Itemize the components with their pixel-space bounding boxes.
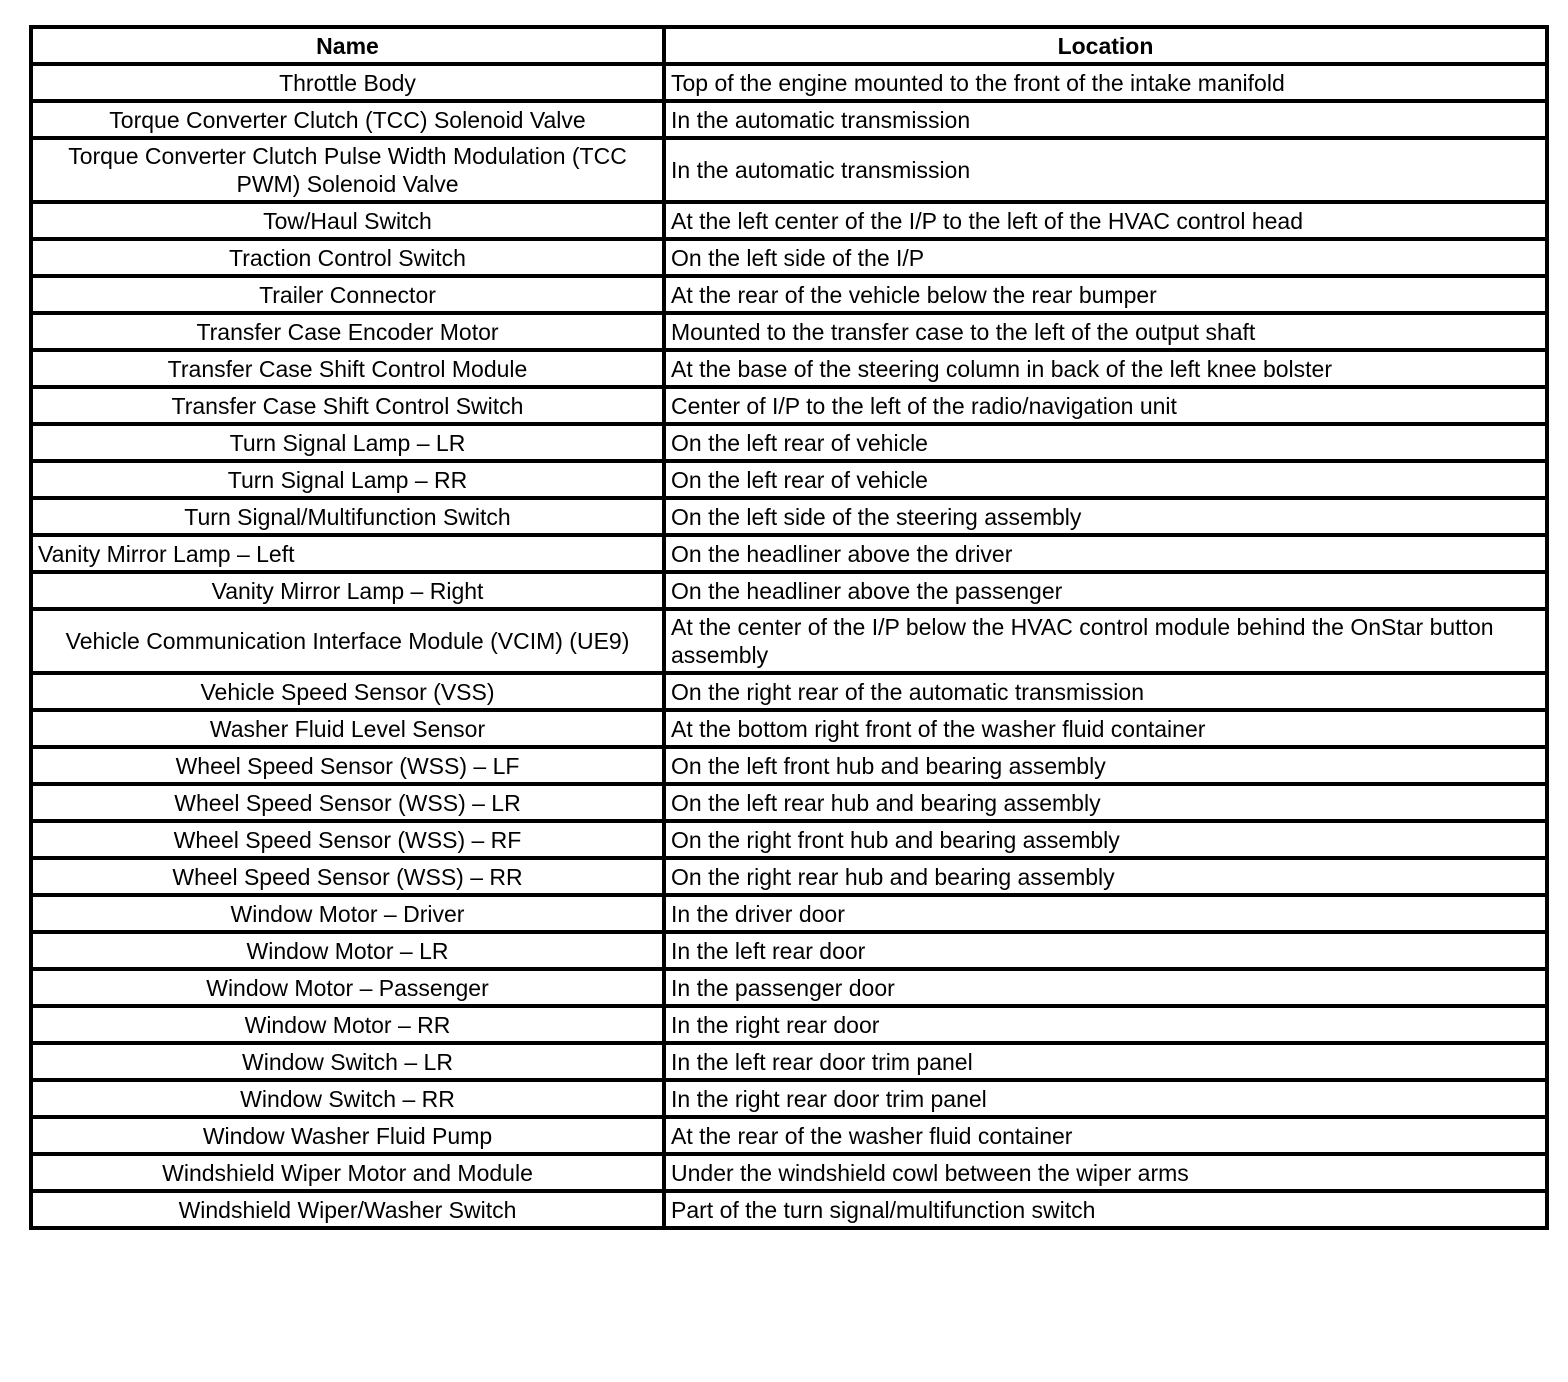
- cell-name: Wheel Speed Sensor (WSS) – RF: [31, 821, 664, 858]
- cell-name: Vehicle Communication Interface Module (VCIM) (UE9): [31, 609, 664, 673]
- column-header-name: Name: [31, 27, 664, 64]
- cell-location: On the left rear of vehicle: [664, 461, 1547, 498]
- cell-location: At the center of the I/P below the HVAC control module behind the OnStar button assembly: [664, 609, 1547, 673]
- cell-name: Wheel Speed Sensor (WSS) – LF: [31, 747, 664, 784]
- table-row: [31, 276, 1547, 313]
- table-row: [31, 821, 1547, 858]
- cell-location: At the bottom right front of the washer fluid container: [664, 710, 1547, 747]
- table-row: [31, 784, 1547, 821]
- cell-location: On the headliner above the driver: [664, 535, 1547, 572]
- cell-location: On the left rear of vehicle: [664, 424, 1547, 461]
- table-row: [31, 747, 1547, 784]
- cell-name: Tow/Haul Switch: [31, 202, 664, 239]
- cell-name: Transfer Case Shift Control Module: [31, 350, 664, 387]
- cell-location: On the left rear hub and bearing assembly: [664, 784, 1547, 821]
- table-row: [31, 424, 1547, 461]
- header-row: [31, 27, 1547, 64]
- cell-location: Top of the engine mounted to the front of the intake manifold: [664, 64, 1547, 101]
- cell-location: At the base of the steering column in back of the left knee bolster: [664, 350, 1547, 387]
- table-row: [31, 572, 1547, 609]
- cell-location: On the left side of the I/P: [664, 239, 1547, 276]
- cell-name: Torque Converter Clutch (TCC) Solenoid Valve: [31, 101, 664, 138]
- table-row: [31, 138, 1547, 202]
- cell-name: Vanity Mirror Lamp – Right: [31, 572, 664, 609]
- table-row: [31, 202, 1547, 239]
- table-row: [31, 101, 1547, 138]
- cell-name: Windshield Wiper/Washer Switch: [31, 1191, 664, 1228]
- cell-location: In the automatic transmission: [664, 101, 1547, 138]
- table-row: [31, 1043, 1547, 1080]
- cell-location: At the rear of the vehicle below the rear bumper: [664, 276, 1547, 313]
- cell-name: Window Switch – RR: [31, 1080, 664, 1117]
- cell-location: Part of the turn signal/multifunction switch: [664, 1191, 1547, 1228]
- table-row: [31, 969, 1547, 1006]
- table-row: [31, 1117, 1547, 1154]
- cell-location: Center of I/P to the left of the radio/navigation unit: [664, 387, 1547, 424]
- table-row: [31, 710, 1547, 747]
- cell-name: Torque Converter Clutch Pulse Width Modulation (TCC PWM) Solenoid Valve: [31, 138, 664, 202]
- table-row: [31, 673, 1547, 710]
- cell-name: Turn Signal/Multifunction Switch: [31, 498, 664, 535]
- cell-location: Mounted to the transfer case to the left of the output shaft: [664, 313, 1547, 350]
- table-row: [31, 461, 1547, 498]
- table-row: [31, 498, 1547, 535]
- cell-location: In the right rear door: [664, 1006, 1547, 1043]
- cell-name: Traction Control Switch: [31, 239, 664, 276]
- cell-name: Washer Fluid Level Sensor: [31, 710, 664, 747]
- table-row: [31, 239, 1547, 276]
- cell-location: At the left center of the I/P to the left of the HVAC control head: [664, 202, 1547, 239]
- cell-name: Windshield Wiper Motor and Module: [31, 1154, 664, 1191]
- table-row: [31, 1191, 1547, 1228]
- cell-location: Under the windshield cowl between the wiper arms: [664, 1154, 1547, 1191]
- cell-name: Window Motor – LR: [31, 932, 664, 969]
- cell-name: Window Switch – LR: [31, 1043, 664, 1080]
- table-row: [31, 609, 1547, 673]
- cell-name: Turn Signal Lamp – RR: [31, 461, 664, 498]
- table-row: [31, 858, 1547, 895]
- table-row: [31, 1080, 1547, 1117]
- cell-name: Window Motor – Driver: [31, 895, 664, 932]
- cell-location: In the left rear door: [664, 932, 1547, 969]
- table-row: [31, 895, 1547, 932]
- cell-name: Window Motor – Passenger: [31, 969, 664, 1006]
- column-header-location: Location: [664, 27, 1547, 64]
- cell-name: Window Motor – RR: [31, 1006, 664, 1043]
- cell-location: In the left rear door trim panel: [664, 1043, 1547, 1080]
- cell-name: Transfer Case Shift Control Switch: [31, 387, 664, 424]
- cell-name: Window Washer Fluid Pump: [31, 1117, 664, 1154]
- table-row: [31, 387, 1547, 424]
- cell-location: On the right rear of the automatic transmission: [664, 673, 1547, 710]
- table-row: [31, 535, 1547, 572]
- cell-location: On the right front hub and bearing assembly: [664, 821, 1547, 858]
- cell-name: Vehicle Speed Sensor (VSS): [31, 673, 664, 710]
- cell-location: On the left front hub and bearing assembly: [664, 747, 1547, 784]
- cell-location: In the automatic transmission: [664, 138, 1547, 202]
- table-row: [31, 64, 1547, 101]
- cell-location: At the rear of the washer fluid container: [664, 1117, 1547, 1154]
- cell-location: In the driver door: [664, 895, 1547, 932]
- cell-location: On the left side of the steering assembly: [664, 498, 1547, 535]
- cell-name: Transfer Case Encoder Motor: [31, 313, 664, 350]
- cell-name: Vanity Mirror Lamp – Left: [31, 535, 664, 572]
- cell-name: Turn Signal Lamp – LR: [31, 424, 664, 461]
- cell-location: In the right rear door trim panel: [664, 1080, 1547, 1117]
- cell-name: Throttle Body: [31, 64, 664, 101]
- cell-location: In the passenger door: [664, 969, 1547, 1006]
- cell-name: Trailer Connector: [31, 276, 664, 313]
- cell-name: Wheel Speed Sensor (WSS) – RR: [31, 858, 664, 895]
- cell-location: On the right rear hub and bearing assembly: [664, 858, 1547, 895]
- table-row: [31, 1154, 1547, 1191]
- component-location-table: [29, 25, 1549, 1230]
- table-row: [31, 932, 1547, 969]
- table-row: [31, 1006, 1547, 1043]
- table-row: [31, 313, 1547, 350]
- cell-name: Wheel Speed Sensor (WSS) – LR: [31, 784, 664, 821]
- table-row: [31, 350, 1547, 387]
- cell-location: On the headliner above the passenger: [664, 572, 1547, 609]
